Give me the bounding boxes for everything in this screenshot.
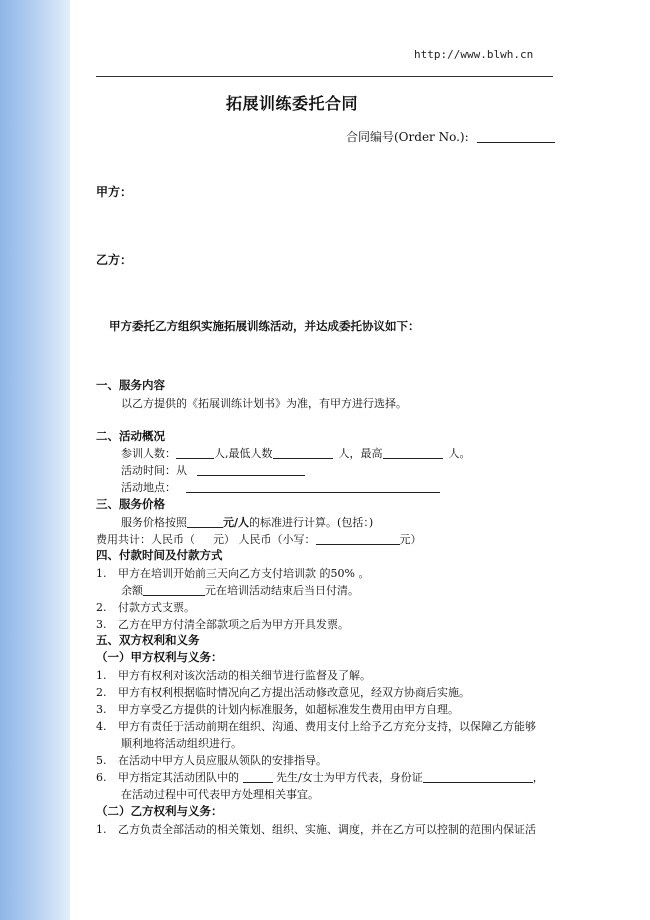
fee-close: 元） [399, 533, 422, 546]
payment-item-2: 2. 付款方式支票。 [96, 601, 195, 614]
fee-upper-label: 费用共计：人民币（ [96, 533, 195, 546]
time-line [121, 462, 305, 478]
price-standard-text: 的标准进行计算。(包括：) [249, 516, 374, 529]
place-label: 活动地点： [121, 481, 176, 494]
a-right-3: 3. 甲方享受乙方提供的计划内标准服务，如超标准发生费用由甲方自理。 [96, 703, 459, 716]
header-url: http://www.blwh.cn [414, 48, 534, 61]
a-right-6-cont: 在活动过程中可代表甲方处理相关事宜。 [121, 788, 319, 801]
max-blank [383, 447, 443, 459]
party-b-label: 乙方： [96, 253, 133, 267]
order-number-label: 合同编号(Order No.): [346, 130, 469, 144]
section-1-body: 以乙方提供的《拓展训练计划书》为准，有甲方进行选择。 [121, 397, 407, 410]
a-right-2: 2. 甲方有权利根据临时情况向乙方提出活动修改意见，经双方协商后实施。 [96, 686, 470, 699]
participants-line [121, 445, 471, 461]
payment-item-3: 3. 乙方在甲方付清全部款项之后为甲方开具发票。 [96, 618, 349, 631]
party-a-rights-heading: （一）甲方权利与义务： [96, 650, 223, 664]
max-unit: 人。 [448, 447, 471, 460]
order-number-blank [477, 130, 555, 143]
fee-lower-blank [316, 533, 400, 545]
representative-blank [243, 771, 273, 783]
max-label: 人，最高 [338, 447, 383, 460]
payment-item-1-balance: 余额 元在培训活动结束后当日付清。 [121, 584, 359, 597]
price-blank [187, 516, 223, 528]
price-line [121, 514, 373, 530]
id-card-blank [423, 771, 533, 783]
order-number-line [346, 128, 555, 145]
time-blank [197, 464, 305, 476]
section-2-heading: 二、活动概况 [96, 429, 165, 443]
min-label: 人,最低人数 [214, 447, 273, 460]
section-4-heading: 四、付款时间及付款方式 [96, 548, 223, 562]
party-a-label: 甲方： [96, 185, 133, 199]
section-5-heading: 五、双方权利和义务 [96, 633, 200, 647]
intro-text: 甲方委托乙方组织实施拓展训练活动，并达成委托协议如下： [109, 319, 420, 333]
side-gradient-band [0, 0, 70, 920]
section-1-heading: 一、服务内容 [96, 378, 165, 392]
place-line [121, 479, 440, 495]
document-title: 拓展训练委托合同 [226, 94, 359, 113]
place-blank [186, 481, 440, 493]
price-unit: 元/人 [223, 516, 250, 529]
time-label: 活动时间：从 [121, 464, 187, 477]
fee-line [96, 531, 422, 547]
payment-item-1: 1. 甲方在培训开始前三天向乙方支付培训款 的50% 。 [96, 567, 370, 580]
section-3-heading: 三、服务价格 [96, 497, 165, 511]
b-right-1: 1. 乙方负责全部活动的相关策划、组织、实施、调度，并在乙方可以控制的范围内保证活 [96, 823, 536, 836]
a-right-1: 1. 甲方有权利对该次活动的相关细节进行监督及了解。 [96, 669, 371, 682]
party-b-rights-heading: （二）乙方权利与义务： [96, 804, 223, 818]
price-label: 服务价格按照 [121, 516, 187, 529]
a-right-4: 4. 甲方有责任于活动前期在组织、沟通、费用支付上给予乙方充分支持，以保障乙方能够 [96, 720, 536, 733]
participants-label: 参训人数： [121, 447, 176, 460]
header-rule [96, 76, 553, 77]
balance-blank [143, 584, 205, 596]
participants-blank [176, 447, 214, 459]
a-right-4-cont: 顺利地将活动组织进行。 [121, 737, 242, 750]
a-right-5: 5. 在活动中甲方人员应服从领队的安排指导。 [96, 754, 327, 767]
min-blank [273, 447, 333, 459]
a-right-6: 6. 甲方指定其活动团队中的 先生/女士为甲方代表，身份证 ， [96, 771, 544, 784]
fee-lower-label: 元） 人民币（小写： [213, 533, 316, 546]
